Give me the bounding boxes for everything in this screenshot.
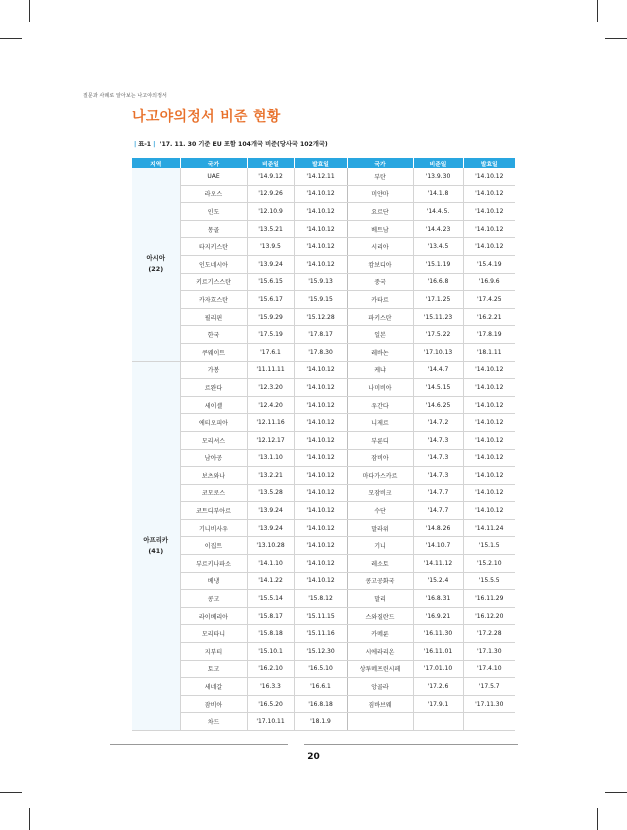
country-cell: 차드 — [180, 713, 247, 731]
ratification-date-cell: '14.7.3 — [413, 431, 463, 449]
ratification-date-cell: '14.6.25 — [413, 396, 463, 414]
country-cell: 키르기스스탄 — [180, 273, 247, 291]
ratification-date-cell: '12.9.26 — [247, 185, 294, 203]
effective-date-cell: '17.11.30 — [463, 695, 515, 713]
effective-date-cell: '14.10.12 — [294, 185, 347, 203]
region-cell: 아프리카 (41) — [132, 361, 180, 730]
ratification-date-cell: '14.7.2 — [413, 414, 463, 432]
ratification-date-cell: '13.9.30 — [413, 168, 463, 185]
effective-date-cell: '14.10.12 — [463, 502, 515, 520]
country-cell: 모리타니 — [180, 625, 247, 643]
effective-date-cell: '15.4.19 — [463, 255, 515, 273]
effective-date-cell: '14.10.12 — [294, 467, 347, 485]
country-cell: 카자흐스탄 — [180, 291, 247, 309]
effective-date-cell: '17.4.10 — [463, 660, 515, 678]
country-cell: 말라위 — [347, 519, 413, 537]
effective-date-cell: '15.5.5 — [463, 572, 515, 590]
table-row — [132, 308, 515, 326]
ratification-date-cell: '17.1.25 — [413, 291, 463, 309]
ratification-date-cell: '13.9.24 — [247, 502, 294, 520]
table-row — [132, 607, 515, 625]
effective-date-cell: '14.10.12 — [294, 379, 347, 397]
country-cell: 중국 — [347, 273, 413, 291]
ratification-date-cell: '14.1.8 — [413, 185, 463, 203]
ratification-date-cell: '14.7.7 — [413, 502, 463, 520]
ratification-table-container — [132, 158, 515, 731]
crop-mark — [605, 38, 627, 39]
effective-date-cell: '14.10.12 — [463, 379, 515, 397]
column-header: 국가 — [347, 158, 413, 168]
table-row — [132, 273, 515, 291]
country-cell: 기니비사우 — [180, 519, 247, 537]
column-header: 발효일 — [463, 158, 515, 168]
table-row — [132, 185, 515, 203]
ratification-date-cell — [413, 713, 463, 731]
column-header: 발효일 — [294, 158, 347, 168]
ratification-date-cell: '16.2.10 — [247, 660, 294, 678]
ratification-date-cell: '14.4.5. — [413, 203, 463, 221]
effective-date-cell: '14.10.12 — [294, 255, 347, 273]
ratification-date-cell: '16.6.8 — [413, 273, 463, 291]
table-caption — [132, 139, 328, 148]
table-row — [132, 414, 515, 432]
ratification-date-cell: '15.8.17 — [247, 607, 294, 625]
country-cell: 수단 — [347, 502, 413, 520]
ratification-date-cell: '14.9.12 — [247, 168, 294, 185]
ratification-date-cell: '14.5.15 — [413, 379, 463, 397]
table-row — [132, 431, 515, 449]
ratification-date-cell: '13.2.21 — [247, 467, 294, 485]
table-row — [132, 343, 515, 361]
country-cell: 세이셸 — [180, 396, 247, 414]
crop-mark — [597, 0, 598, 22]
column-header: 비준일 — [413, 158, 463, 168]
ratification-date-cell: '13.10.28 — [247, 537, 294, 555]
country-cell: 필리핀 — [180, 308, 247, 326]
effective-date-cell: '17.4.25 — [463, 291, 515, 309]
ratification-date-cell: '15.10.1 — [247, 643, 294, 661]
crop-mark — [29, 0, 30, 22]
ratification-date-cell: '12.12.17 — [247, 431, 294, 449]
country-cell: 부룬디 — [347, 431, 413, 449]
crop-mark — [605, 792, 627, 793]
country-cell: 세네갈 — [180, 678, 247, 696]
country-cell: 인도 — [180, 203, 247, 221]
effective-date-cell: '17.8.17 — [294, 326, 347, 344]
ratification-date-cell: '15.1.19 — [413, 255, 463, 273]
effective-date-cell: '14.10.12 — [463, 238, 515, 256]
country-cell: 보츠와나 — [180, 467, 247, 485]
ratification-date-cell: '14.4.23 — [413, 220, 463, 238]
country-cell: 토고 — [180, 660, 247, 678]
ratification-date-cell: '16.11.01 — [413, 643, 463, 661]
ratification-date-cell: '12.10.9 — [247, 203, 294, 221]
ratification-date-cell: '14.1.10 — [247, 555, 294, 573]
table-row — [132, 660, 515, 678]
country-cell: 잠비아 — [347, 449, 413, 467]
effective-date-cell: '14.10.12 — [463, 484, 515, 502]
country-cell: 레소토 — [347, 555, 413, 573]
ratification-date-cell: '14.1.22 — [247, 572, 294, 590]
country-cell: 베냉 — [180, 572, 247, 590]
ratification-date-cell: '17.5.19 — [247, 326, 294, 344]
effective-date-cell: '17.8.19 — [463, 326, 515, 344]
effective-date-cell: '16.9.6 — [463, 273, 515, 291]
country-cell: 앙골라 — [347, 678, 413, 696]
effective-date-cell: '16.5.10 — [294, 660, 347, 678]
table-row — [132, 678, 515, 696]
page-number: 20 — [307, 752, 320, 762]
effective-date-cell: '15.9.13 — [294, 273, 347, 291]
caption-text: '17. 11. 30 기준 EU 포함 104개국 비준(당사국 102개국) — [159, 141, 328, 148]
country-cell: 미얀마 — [347, 185, 413, 203]
country-cell: 파키스탄 — [347, 308, 413, 326]
caption-label: 표-1 — [138, 141, 152, 148]
effective-date-cell: '14.10.12 — [294, 484, 347, 502]
country-cell: 인도네시아 — [180, 255, 247, 273]
footer-rule-right — [304, 744, 518, 745]
table-row — [132, 713, 515, 731]
country-cell: 나미비아 — [347, 379, 413, 397]
country-cell: 라오스 — [180, 185, 247, 203]
ratification-date-cell: '16.8.31 — [413, 590, 463, 608]
country-cell: 모리셔스 — [180, 431, 247, 449]
country-cell: 지부티 — [180, 643, 247, 661]
country-cell: 부탄 — [347, 168, 413, 185]
ratification-date-cell: '13.9.24 — [247, 519, 294, 537]
table-row — [132, 484, 515, 502]
ratification-date-cell: '14.7.3 — [413, 449, 463, 467]
column-header: 비준일 — [247, 158, 294, 168]
table-body — [132, 168, 515, 731]
ratification-date-cell: '12.11.16 — [247, 414, 294, 432]
country-cell: 콩고공화국 — [347, 572, 413, 590]
country-cell: 베트남 — [347, 220, 413, 238]
table-row — [132, 168, 515, 185]
ratification-date-cell: '17.01.10 — [413, 660, 463, 678]
ratification-date-cell: '17.9.1 — [413, 695, 463, 713]
country-cell: 타지키스탄 — [180, 238, 247, 256]
effective-date-cell: '15.11.15 — [294, 607, 347, 625]
country-cell: 에티오피아 — [180, 414, 247, 432]
ratification-date-cell: '16.5.20 — [247, 695, 294, 713]
effective-date-cell: '14.10.12 — [294, 502, 347, 520]
effective-date-cell: '16.6.1 — [294, 678, 347, 696]
effective-date-cell: '16.2.21 — [463, 308, 515, 326]
country-cell: 르완다 — [180, 379, 247, 397]
ratification-date-cell: '15.5.14 — [247, 590, 294, 608]
ratification-date-cell: '12.4.20 — [247, 396, 294, 414]
ratification-date-cell: '14.10.7 — [413, 537, 463, 555]
effective-date-cell: '14.10.12 — [463, 414, 515, 432]
ratification-date-cell: '14.7.3 — [413, 467, 463, 485]
country-cell: 니제르 — [347, 414, 413, 432]
effective-date-cell: '14.10.12 — [294, 555, 347, 573]
table-row — [132, 537, 515, 555]
country-cell: 모잠비크 — [347, 484, 413, 502]
table-row — [132, 361, 515, 379]
country-cell: 시리아 — [347, 238, 413, 256]
country-cell: 시에라리온 — [347, 643, 413, 661]
effective-date-cell: '16.12.20 — [463, 607, 515, 625]
country-cell: 몽골 — [180, 220, 247, 238]
effective-date-cell: '15.8.12 — [294, 590, 347, 608]
effective-date-cell: '14.10.12 — [463, 220, 515, 238]
effective-date-cell: '14.10.12 — [463, 361, 515, 379]
crop-mark — [597, 808, 598, 830]
table-row — [132, 502, 515, 520]
region-cell: 아시아 (22) — [132, 168, 180, 361]
ratification-date-cell: '13.4.5 — [413, 238, 463, 256]
effective-date-cell: '14.10.12 — [463, 396, 515, 414]
table-row — [132, 449, 515, 467]
table-row — [132, 326, 515, 344]
effective-date-cell: '15.9.15 — [294, 291, 347, 309]
column-header: 국가 — [180, 158, 247, 168]
effective-date-cell: '18.1.11 — [463, 343, 515, 361]
crop-mark — [0, 38, 22, 39]
footer-rule-left — [110, 744, 288, 745]
table-row — [132, 572, 515, 590]
ratification-date-cell: '16.3.3 — [247, 678, 294, 696]
ratification-date-cell: '15.11.23 — [413, 308, 463, 326]
country-cell: 말리 — [347, 590, 413, 608]
ratification-date-cell: '16.9.21 — [413, 607, 463, 625]
effective-date-cell: '15.12.30 — [294, 643, 347, 661]
effective-date-cell: '14.10.12 — [294, 431, 347, 449]
ratification-date-cell: '15.9.29 — [247, 308, 294, 326]
country-cell: 레바논 — [347, 343, 413, 361]
table-row — [132, 467, 515, 485]
ratification-date-cell: '17.10.13 — [413, 343, 463, 361]
effective-date-cell: '14.10.12 — [294, 519, 347, 537]
country-cell: 이집트 — [180, 537, 247, 555]
country-cell: 상투메프린시페 — [347, 660, 413, 678]
country-cell: 카메룬 — [347, 625, 413, 643]
effective-date-cell: '16.8.18 — [294, 695, 347, 713]
ratification-date-cell: '14.4.7 — [413, 361, 463, 379]
effective-date-cell: '14.10.12 — [463, 467, 515, 485]
country-cell: 요르단 — [347, 203, 413, 221]
effective-date-cell: '17.5.7 — [463, 678, 515, 696]
effective-date-cell: '15.1.5 — [463, 537, 515, 555]
country-cell: 코트디부아르 — [180, 502, 247, 520]
ratification-date-cell: '15.6.15 — [247, 273, 294, 291]
table-row — [132, 643, 515, 661]
effective-date-cell: '14.10.12 — [463, 168, 515, 185]
ratification-date-cell: '17.2.6 — [413, 678, 463, 696]
country-cell: 라이베리아 — [180, 607, 247, 625]
country-cell: 케냐 — [347, 361, 413, 379]
crop-mark — [0, 792, 22, 793]
column-header: 지역 — [132, 158, 180, 168]
running-header: 질문과 사례로 알아보는 나고야의정서 — [83, 93, 167, 99]
country-cell: 마다가스카르 — [347, 467, 413, 485]
table-header-row — [132, 158, 515, 168]
table-row — [132, 590, 515, 608]
effective-date-cell: '14.12.11 — [294, 168, 347, 185]
effective-date-cell: '15.11.16 — [294, 625, 347, 643]
table-row — [132, 625, 515, 643]
table-row — [132, 203, 515, 221]
country-cell: 카타르 — [347, 291, 413, 309]
country-cell: 우간다 — [347, 396, 413, 414]
effective-date-cell: '17.2.28 — [463, 625, 515, 643]
ratification-date-cell: '13.9.5 — [247, 238, 294, 256]
table-row — [132, 220, 515, 238]
country-cell: 코모로스 — [180, 484, 247, 502]
country-cell: 부르키나파소 — [180, 555, 247, 573]
ratification-date-cell: '11.11.11 — [247, 361, 294, 379]
ratification-date-cell: '17.10.11 — [247, 713, 294, 731]
effective-date-cell: '14.11.24 — [463, 519, 515, 537]
effective-date-cell: '14.10.12 — [294, 361, 347, 379]
effective-date-cell: '14.10.12 — [463, 449, 515, 467]
country-cell: 가봉 — [180, 361, 247, 379]
effective-date-cell: '14.10.12 — [294, 537, 347, 555]
ratification-date-cell: '15.8.18 — [247, 625, 294, 643]
ratification-date-cell: '13.1.10 — [247, 449, 294, 467]
country-cell: 짐바브웨 — [347, 695, 413, 713]
ratification-date-cell: '12.3.20 — [247, 379, 294, 397]
effective-date-cell: '17.8.30 — [294, 343, 347, 361]
effective-date-cell — [463, 713, 515, 731]
effective-date-cell: '14.10.12 — [463, 203, 515, 221]
page-title: 나고야의정서 비준 현황 — [132, 109, 281, 125]
ratification-date-cell: '16.11.30 — [413, 625, 463, 643]
table-row — [132, 379, 515, 397]
effective-date-cell: '14.10.12 — [463, 431, 515, 449]
effective-date-cell: '18.1.9 — [294, 713, 347, 731]
effective-date-cell: '14.10.12 — [463, 185, 515, 203]
effective-date-cell: '14.10.12 — [294, 396, 347, 414]
effective-date-cell: '15.12.28 — [294, 308, 347, 326]
effective-date-cell: '14.10.12 — [294, 414, 347, 432]
country-cell: 캄보디아 — [347, 255, 413, 273]
country-cell: 한국 — [180, 326, 247, 344]
table-row — [132, 519, 515, 537]
ratification-date-cell: '13.5.28 — [247, 484, 294, 502]
caption-divider: | — [134, 141, 137, 148]
country-cell: 쿠웨이트 — [180, 343, 247, 361]
country-cell: 스와질란드 — [347, 607, 413, 625]
country-cell: UAE — [180, 168, 247, 185]
effective-date-cell: '16.11.29 — [463, 590, 515, 608]
country-cell: 기니 — [347, 537, 413, 555]
effective-date-cell: '14.10.12 — [294, 220, 347, 238]
ratification-date-cell: '13.5.21 — [247, 220, 294, 238]
ratification-date-cell: '13.9.24 — [247, 255, 294, 273]
country-cell: 남아공 — [180, 449, 247, 467]
ratification-table — [132, 158, 515, 731]
effective-date-cell: '15.2.10 — [463, 555, 515, 573]
table-row — [132, 555, 515, 573]
ratification-date-cell: '15.2.4 — [413, 572, 463, 590]
table-row — [132, 291, 515, 309]
table-row — [132, 695, 515, 713]
effective-date-cell: '14.10.12 — [294, 238, 347, 256]
effective-date-cell: '14.10.12 — [294, 449, 347, 467]
effective-date-cell: '14.10.12 — [294, 203, 347, 221]
country-cell: 콩고 — [180, 590, 247, 608]
table-row — [132, 396, 515, 414]
country-cell: 일본 — [347, 326, 413, 344]
effective-date-cell: '17.1.30 — [463, 643, 515, 661]
country-cell — [347, 713, 413, 731]
table-row — [132, 238, 515, 256]
crop-mark — [29, 808, 30, 830]
ratification-date-cell: '17.5.22 — [413, 326, 463, 344]
table-row — [132, 255, 515, 273]
ratification-date-cell: '14.8.26 — [413, 519, 463, 537]
caption-divider: | — [153, 141, 156, 148]
ratification-date-cell: '17.6.1 — [247, 343, 294, 361]
country-cell: 잠비아 — [180, 695, 247, 713]
ratification-date-cell: '15.6.17 — [247, 291, 294, 309]
effective-date-cell: '14.10.12 — [294, 572, 347, 590]
ratification-date-cell: '14.11.12 — [413, 555, 463, 573]
ratification-date-cell: '14.7.7 — [413, 484, 463, 502]
